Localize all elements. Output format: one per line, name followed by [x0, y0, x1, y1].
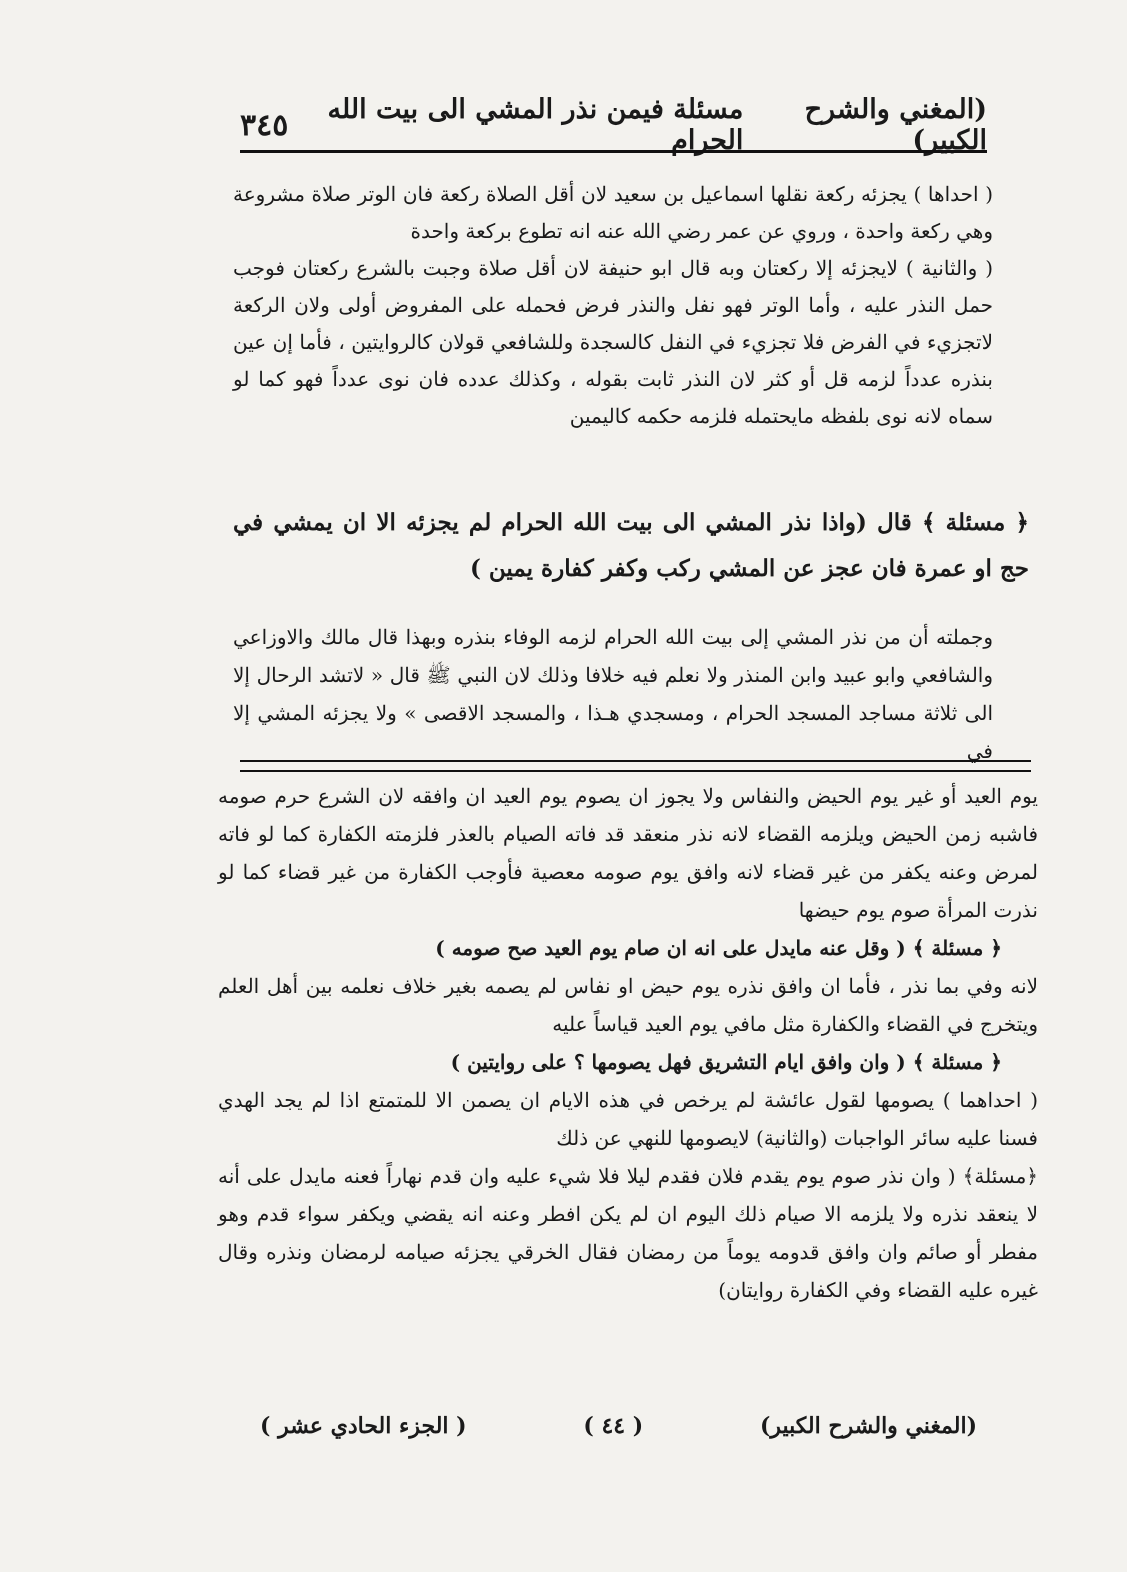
masala-body-text: وجملته أن من نذر المشي إلى بيت الله الحرام لزمه الوفاء بنذره وبهذا قال مالك والاوزاعي والشافعي وابو عبيد وابن المنذر ولا نعلم فيه خلافا وذلك لان النبي ﷺ قال « لاتشد الرحال إلا الى ثلاثة مساجد المسجد الحرام ، ومسجدي هـذا ، والمسجد الاقصى » ولا يجزئه المشي إلا في — [233, 625, 994, 763]
page-number: ٣٤٥ — [240, 107, 289, 143]
footer-book-title: (المغني والشرح الكبير) — [759, 1413, 977, 1439]
page-header — [240, 94, 987, 156]
commentary-masala: ﴿ مسئلة ﴾ ( وقل عنه مايدل على انه ان صام يوم العيد صح صومه ) — [435, 936, 1002, 960]
commentary-masala-paragraph: ﴿مسئلة﴾ ( وان نذر صوم يوم يقدم فلان فقدم ليلا فلا شيء عليه وان قدم نهاراً فعنه مايدل على أنه لا ينعقد نذره ولا يلزمه الا صيام ذلك اليوم ان لم يكن افطر وعنه انه يقضي ويكفر سواء قدم وهو مفطر أو صائم وان وافق قدومه يوماً من رمضان فقال الخرقي يجزئه صيامه لرمضان ونذره وقال غيره عليه القضاء وفي الكفارة روايتان) — [218, 1164, 1038, 1302]
running-head-book-title: (المغني والشرح الكبير) — [804, 94, 987, 156]
commentary-paragraph: ( احداهما ) يصومها لقول عائشة لم يرخص في هذه الايام ان يصمن الا للمتمتع اذا لم يجد الهدي فسنا عليه سائر الواجبات (والثانية) لايصومها للنهي عن ذلك — [218, 1088, 1038, 1150]
footer-volume: ( الجزء الحادي عشر ) — [260, 1413, 467, 1439]
double-divider-rule — [240, 760, 1031, 772]
commentary-masala: ﴿ مسئلة ﴾ ( وان وافق ايام التشريق فهل يصومها ؟ على روايتين ) — [450, 1050, 1002, 1074]
page-footer — [260, 1406, 977, 1446]
commentary-section — [218, 777, 1038, 1309]
masala-heading-text: ﴿ مسئلة ﴾ قال (واذا نذر المشي الى بيت الله الحرام لم يجزئه الا ان يمشي في حج او عمرة فان عجز عن المشي ركب وكفر كفارة يمين ) — [233, 509, 1029, 582]
running-head-section-title: مسئلة فيمن نذر المشي الى بيت الله الحرام — [327, 94, 744, 156]
commentary-paragraph: يوم العيد أو غير يوم الحيض والنفاس ولا يجوز ان يصوم يوم العيد ان وافقه لان الشرع حرم صومه فاشبه زمن الحيض ويلزمه القضاء لانه نذر منعقد قد فاته الصيام بالعذر فلزمته الكفارة كما لو فاته لمرض وعنه يكفر من غير قضاء لانه وافق يوم صومه معصية فأوجب الكفارة من غير قضاء كما لو نذرت المرأة صوم يوم حيضها — [218, 784, 1038, 922]
header-rule — [240, 150, 987, 153]
main-text-top — [233, 176, 1029, 435]
paragraph-first-narration: ( احداها ) يجزئه ركعة نقلها اسماعيل بن سعيد لان أقل الصلاة ركعة فان الوتر صلاة مشروعة وهي ركعة واحدة ، وروي عن عمر رضي الله عنه انه تطوع بركعة واحدة — [233, 182, 993, 243]
masala-body — [233, 618, 1029, 770]
footer-sheet-number: ( ٤٤ ) — [583, 1413, 644, 1439]
paragraph-second-narration: ( والثانية ) لايجزئه إلا ركعتان وبه قال ابو حنيفة لان أقل صلاة وجبت بالشرع ركعتان فوجب حمل النذر عليه ، وأما الوتر فهو نفل والنذر فرض فحمله على المفروض أولى ولان الركعة لاتجزيء في الفرض فلا تجزيء في النفل كالسجدة وللشافعي قولان كالروايتين ، فأما إن عين بنذره عدداً لزمه قل أو كثر لان النذر ثابت بقوله ، وكذلك عدده فان نوى عدداً فهو كما لو سماه لانه نوى بلفظه مايحتمله فلزمه حكمه كاليمين — [233, 256, 993, 428]
commentary-paragraph: لانه وفي بما نذر ، فأما ان وافق نذره يوم حيض او نفاس لم يصمه بغير خلاف نعلمه بين أهل العلم ويتخرج في القضاء والكفارة مثل مافي يوم العيد قياساً عليه — [218, 974, 1038, 1036]
masala-heading — [233, 500, 1029, 592]
